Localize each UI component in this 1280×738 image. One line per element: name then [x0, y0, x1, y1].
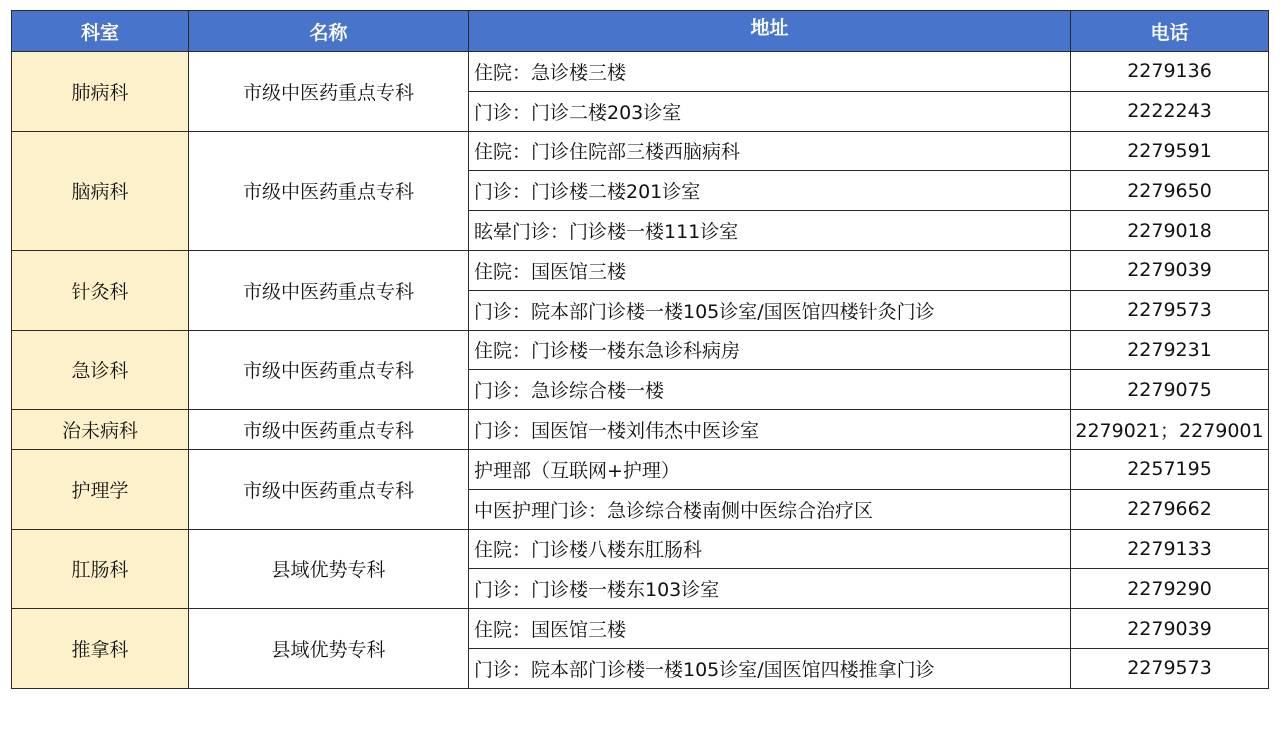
- table-header: [12, 11, 1269, 52]
- table-row: [12, 250, 1269, 290]
- specialty-name-cell: 市级中医药重点专科: [189, 250, 469, 330]
- table-row: [12, 449, 1269, 489]
- specialty-name-cell: 市级中医药重点专科: [189, 449, 469, 529]
- table-row: [12, 131, 1269, 171]
- header-phone: 电话: [1071, 11, 1269, 52]
- address-cell: 眩晕门诊：门诊楼一楼111诊室: [469, 211, 1071, 251]
- phone-cell: 2279650: [1071, 171, 1269, 211]
- dept-cell: 脑病科: [12, 131, 189, 250]
- address-cell: 门诊：国医馆一楼刘伟杰中医诊室: [469, 410, 1071, 450]
- phone-cell: 2279573: [1071, 290, 1269, 330]
- phone-cell: 2279231: [1071, 330, 1269, 370]
- dept-cell: 肛肠科: [12, 529, 189, 609]
- dept-cell: 推拿科: [12, 609, 189, 689]
- table-row: [12, 410, 1269, 450]
- phone-cell: 2279573: [1071, 648, 1269, 688]
- table-row: [12, 609, 1269, 649]
- phone-cell: 2279136: [1071, 52, 1269, 92]
- phone-cell: 2279591: [1071, 131, 1269, 171]
- phone-cell: 2222243: [1071, 91, 1269, 131]
- table-body: [12, 52, 1269, 689]
- specialty-name-cell: 县域优势专科: [189, 609, 469, 689]
- phone-cell: 2279290: [1071, 569, 1269, 609]
- phone-cell: 2279133: [1071, 529, 1269, 569]
- address-cell: 门诊：院本部门诊楼一楼105诊室/国医馆四楼针灸门诊: [469, 290, 1071, 330]
- department-table-container: [11, 10, 1268, 689]
- address-cell: 护理部（互联网+护理）: [469, 449, 1071, 489]
- dept-cell: 急诊科: [12, 330, 189, 410]
- phone-cell: 2279075: [1071, 370, 1269, 410]
- header-dept: 科室: [12, 11, 189, 52]
- specialty-name-cell: 市级中医药重点专科: [189, 410, 469, 450]
- phone-cell: 2279039: [1071, 609, 1269, 649]
- table-row: [12, 52, 1269, 92]
- phone-cell: 2279021；2279001: [1071, 410, 1269, 450]
- address-cell: 门诊：急诊综合楼一楼: [469, 370, 1071, 410]
- address-cell: 住院：门诊楼八楼东肛肠科: [469, 529, 1071, 569]
- dept-cell: 治未病科: [12, 410, 189, 450]
- header-address: 地址: [469, 11, 1071, 52]
- department-table: [11, 10, 1269, 689]
- phone-cell: 2279662: [1071, 489, 1269, 529]
- address-cell: 门诊：门诊楼二楼201诊室: [469, 171, 1071, 211]
- address-cell: 住院：门诊楼一楼东急诊科病房: [469, 330, 1071, 370]
- table-row: [12, 330, 1269, 370]
- address-cell: 门诊：门诊楼一楼东103诊室: [469, 569, 1071, 609]
- address-cell: 住院：国医馆三楼: [469, 250, 1071, 290]
- header-name: 名称: [189, 11, 469, 52]
- phone-cell: 2257195: [1071, 449, 1269, 489]
- address-cell: 住院：门诊住院部三楼西脑病科: [469, 131, 1071, 171]
- dept-cell: 护理学: [12, 449, 189, 529]
- phone-cell: 2279018: [1071, 211, 1269, 251]
- dept-cell: 肺病科: [12, 52, 189, 132]
- address-cell: 门诊：院本部门诊楼一楼105诊室/国医馆四楼推拿门诊: [469, 648, 1071, 688]
- specialty-name-cell: 县域优势专科: [189, 529, 469, 609]
- address-cell: 住院：国医馆三楼: [469, 609, 1071, 649]
- dept-cell: 针灸科: [12, 250, 189, 330]
- specialty-name-cell: 市级中医药重点专科: [189, 52, 469, 132]
- specialty-name-cell: 市级中医药重点专科: [189, 131, 469, 250]
- table-row: [12, 529, 1269, 569]
- address-cell: 门诊：门诊二楼203诊室: [469, 91, 1071, 131]
- address-cell: 中医护理门诊：急诊综合楼南侧中医综合治疗区: [469, 489, 1071, 529]
- address-cell: 住院：急诊楼三楼: [469, 52, 1071, 92]
- specialty-name-cell: 市级中医药重点专科: [189, 330, 469, 410]
- header-row: [12, 11, 1269, 52]
- phone-cell: 2279039: [1071, 250, 1269, 290]
